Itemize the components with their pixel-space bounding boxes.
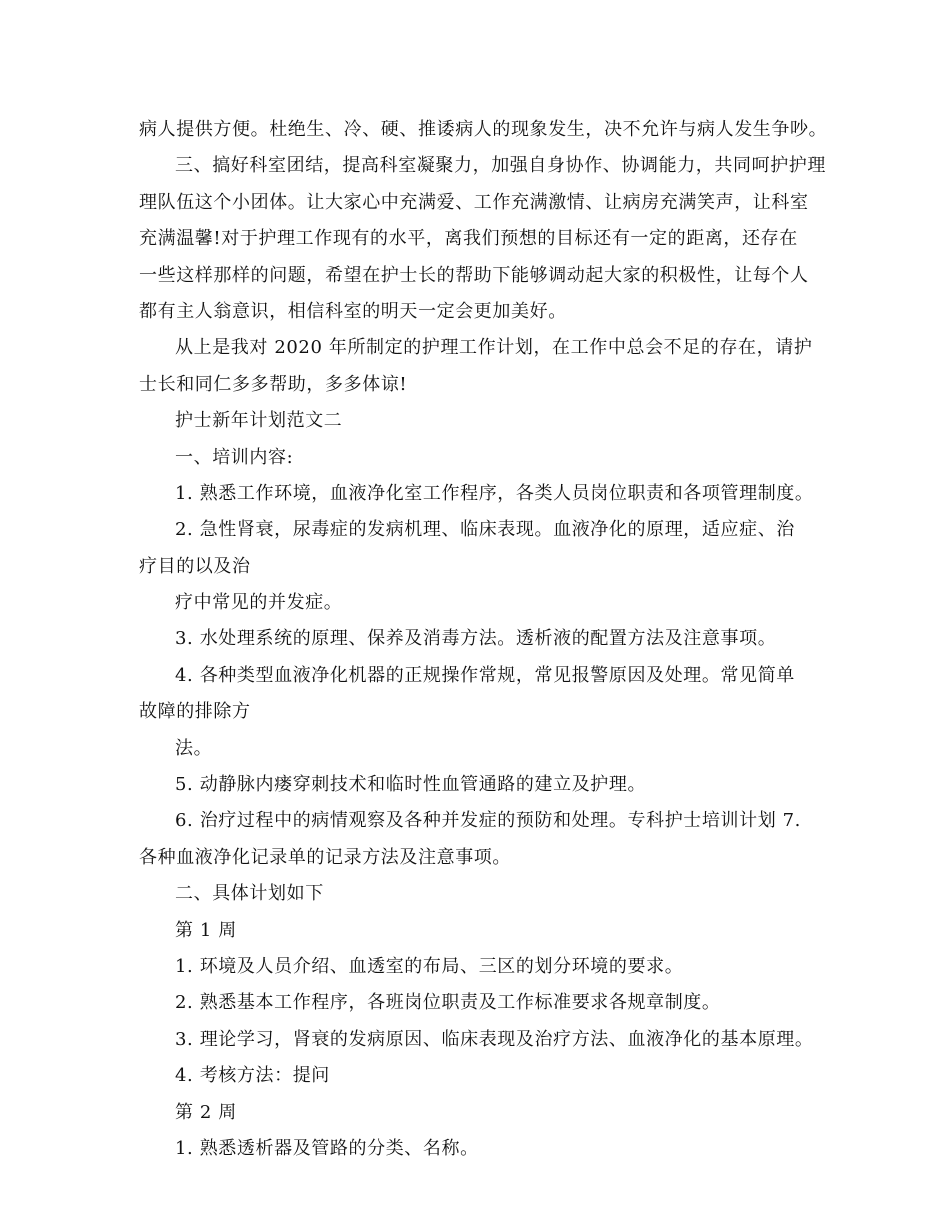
list-item-2: 2. 急性肾衰，尿毒症的发病机理、临床表现。血液净化的原理，适应症、治: [175, 519, 795, 541]
list-item-5: 5. 动静脉内瘘穿刺技术和临时性血管通路的建立及护理。: [175, 774, 647, 796]
document-body: [139, 112, 828, 1167]
text-line-6: 都有主人翁意识，相信科室的明天一定会更加美好。: [139, 300, 567, 322]
text-line-7: 从上是我对 2020 年所制定的护理工作计划，在工作中总会不足的存在，请护: [175, 337, 813, 359]
week-1-heading: 第 1 周: [175, 919, 237, 941]
week-1-item-3: 3. 理论学习，肾衰的发病原因、临床表现及治疗方法、血液净化的基本原理。: [175, 1028, 814, 1050]
text-line-4: 充满温馨!对于护理工作现有的水平，离我们预想的目标还有一定的距离，还存在: [139, 228, 798, 250]
text-line-2: 三、搞好科室团结，提高科室凝聚力，加强自身协作、协调能力，共同呵护护理: [175, 155, 826, 177]
heading-training-content: 一、培训内容:: [175, 446, 294, 468]
list-item-2-cont-a: 疗目的以及治: [139, 555, 251, 577]
heading-specific-plan: 二、具体计划如下: [175, 883, 324, 905]
text-line-3: 理队伍这个小团体。让大家心中充满爱、工作充满激情、让病房充满笑声，让科室: [139, 191, 809, 213]
week-1-item-2: 2. 熟悉基本工作程序，各班岗位职责及工作标准要求各规章制度。: [175, 992, 721, 1014]
text-line-8: 士长和同仁多多帮助，多多体谅!: [139, 373, 408, 395]
list-item-4-cont-a: 故障的排除方: [139, 701, 251, 723]
week-1-item-4: 4. 考核方法：提问: [175, 1065, 330, 1087]
week-1-item-1: 1. 环境及人员介绍、血透室的布局、三区的划分环境的要求。: [175, 955, 684, 977]
list-item-4: 4. 各种类型血液净化机器的正规操作常规，常见报警原因及处理。常见简单: [175, 664, 795, 686]
text-line-5: 一些这样那样的问题，希望在护士长的帮助下能够调动起大家的积极性，让每个人: [139, 264, 809, 286]
week-2-item-1: 1. 熟悉透析器及管路的分类、名称。: [175, 1137, 479, 1159]
list-item-3: 3. 水处理系统的原理、保养及消毒方法。透析液的配置方法及注意事项。: [175, 628, 777, 650]
text-line-1: 病人提供方便。杜绝生、冷、硬、推诿病人的现象发生，决不允许与病人发生争吵。: [139, 119, 828, 140]
section-title-fanwen-2: 护士新年计划范文二: [175, 410, 343, 432]
list-item-2-cont-b: 疗中常见的并发症。: [175, 592, 343, 614]
week-2-heading: 第 2 周: [175, 1101, 237, 1123]
list-item-4-cont-b: 法。: [175, 737, 213, 759]
list-item-6: 6. 治疗过程中的病情观察及各种并发症的预防和处理。专科护士培训计划 7.: [175, 810, 801, 832]
list-item-7-cont: 各种血液净化记录单的记录方法及注意事项。: [139, 846, 511, 868]
list-item-1: 1. 熟悉工作环境，血液净化室工作程序，各类人员岗位职责和各项管理制度。: [175, 482, 814, 504]
